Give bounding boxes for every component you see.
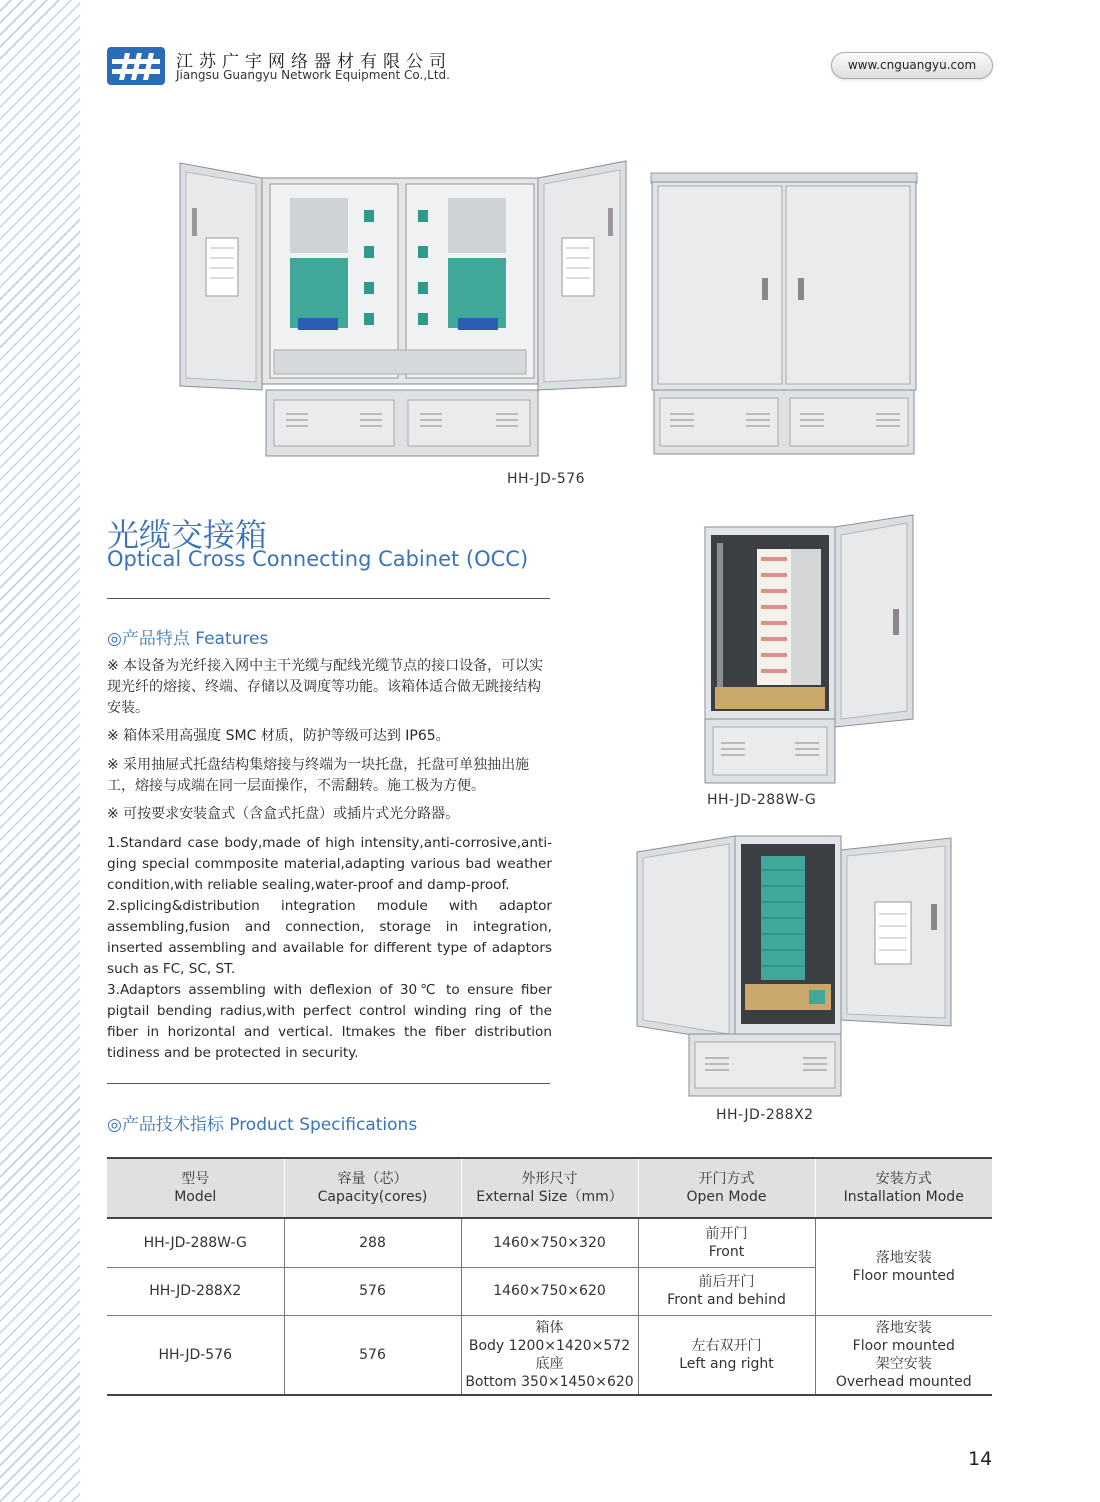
feature-cn-2: ※ 箱体采用高强度 SMC 材质，防护等级可达到 IP65。 <box>107 728 450 744</box>
cabinet-288w-g-image <box>703 513 915 785</box>
table-row <box>107 1218 992 1267</box>
cell-installation-merged: 落地安装 Floor mounted <box>815 1218 992 1315</box>
caption-hh-jd-576: HH-JD-576 <box>507 471 586 487</box>
company-logo-icon <box>107 47 165 85</box>
cell-open-mode: 前开门 Front <box>638 1218 815 1267</box>
specs-table <box>107 1157 992 1396</box>
table-row <box>107 1315 992 1395</box>
header-size: 外形尺寸 External Size（mm） <box>461 1158 638 1218</box>
cell-size: 1460×750×320 <box>461 1218 638 1267</box>
cabinet-576-closed-image <box>650 172 918 456</box>
cell-model: HH-JD-288W-G <box>143 1234 247 1251</box>
cell-capacity: 288 <box>284 1218 461 1267</box>
feature-en-2: 2.splicing&distribution integration module with adaptor assembling,fusion and connection, storage in integration, inserted assembling and available for different type of adaptors such as FC, SC, ST. <box>107 898 552 977</box>
divider-bottom <box>107 1083 550 1084</box>
page-title-en: Optical Cross Connecting Cabinet (OCC) <box>107 547 529 571</box>
divider-top <box>107 598 550 599</box>
cell-capacity: 576 <box>284 1267 461 1315</box>
caption-hh-jd-288w-g: HH-JD-288W-G <box>707 792 817 808</box>
features-heading: ◎产品特点 Features <box>107 629 269 649</box>
header-installation: 安装方式 Installation Mode <box>815 1158 992 1218</box>
feature-en-3: 3.Adaptors assembling with deflexion of 30℃ to ensure fiber pigtail bending radius,with perfect control winding ring of the fiber in horizontal and vertical. Itmakes the fiber distribution tidiness and be protected in security. <box>107 982 552 1061</box>
table-header-row <box>107 1158 992 1218</box>
cabinet-288x2-image <box>635 830 953 1098</box>
specs-heading: ◎产品技术指标 Product Specifications <box>107 1115 418 1135</box>
header-open-mode: 开门方式 Open Mode <box>638 1158 815 1218</box>
header-capacity: 容量（芯） Capacity(cores) <box>284 1158 461 1218</box>
cell-open-mode: 左右双开门 Left ang right <box>638 1315 815 1395</box>
page-title-cn: 光缆交接箱 <box>107 516 268 554</box>
cell-capacity: 576 <box>284 1315 461 1395</box>
feature-en-1: 1.Standard case body,made of high intensity,anti-corrosive,anti-ging special commposite material,adapting various bad weather condition,with reliable sealing,water-proof and damp-proof. <box>107 835 552 893</box>
cell-size: 箱体 Body 1200×1420×572 底座 Bottom 350×1450×620 <box>461 1315 638 1395</box>
feature-cn-3: ※ 采用抽屉式托盘结构集熔接与终端为一块托盘，托盘可单独抽出施工，熔接与成端在同一层面操作，不需翻转。施工极为方便。 <box>107 757 530 794</box>
caption-hh-jd-288x2: HH-JD-288X2 <box>716 1107 814 1123</box>
decorative-stripe-band <box>0 0 80 1502</box>
cell-open-mode: 前后开门 Front and behind <box>638 1267 815 1315</box>
cell-installation: 落地安装 Floor mounted 架空安装 Overhead mounted <box>815 1315 992 1395</box>
feature-cn-4: ※ 可按要求安装盒式（含盒式托盘）或插片式光分路器。 <box>107 806 460 822</box>
header-model: 型号 Model <box>107 1158 284 1218</box>
cell-model: HH-JD-576 <box>158 1346 233 1363</box>
feature-cn-1: ※ 本设备为光纤接入网中主干光缆与配线光缆节点的接口设备，可以实现光纤的熔接、终端、存储以及调度等功能。该箱体适合做无跳接结构安装。 <box>107 658 544 716</box>
cell-model: HH-JD-288X2 <box>149 1283 242 1299</box>
cabinet-576-open-image <box>178 158 628 460</box>
company-name-en: Jiangsu Guangyu Network Equipment Co.,Ltd. <box>176 68 450 82</box>
company-name-cn: 江苏广宇网络器材有限公司 <box>176 52 452 72</box>
cell-size: 1460×750×620 <box>461 1267 638 1315</box>
website-badge[interactable]: www.cnguangyu.com <box>831 52 993 79</box>
page-number: 14 <box>968 1448 993 1470</box>
